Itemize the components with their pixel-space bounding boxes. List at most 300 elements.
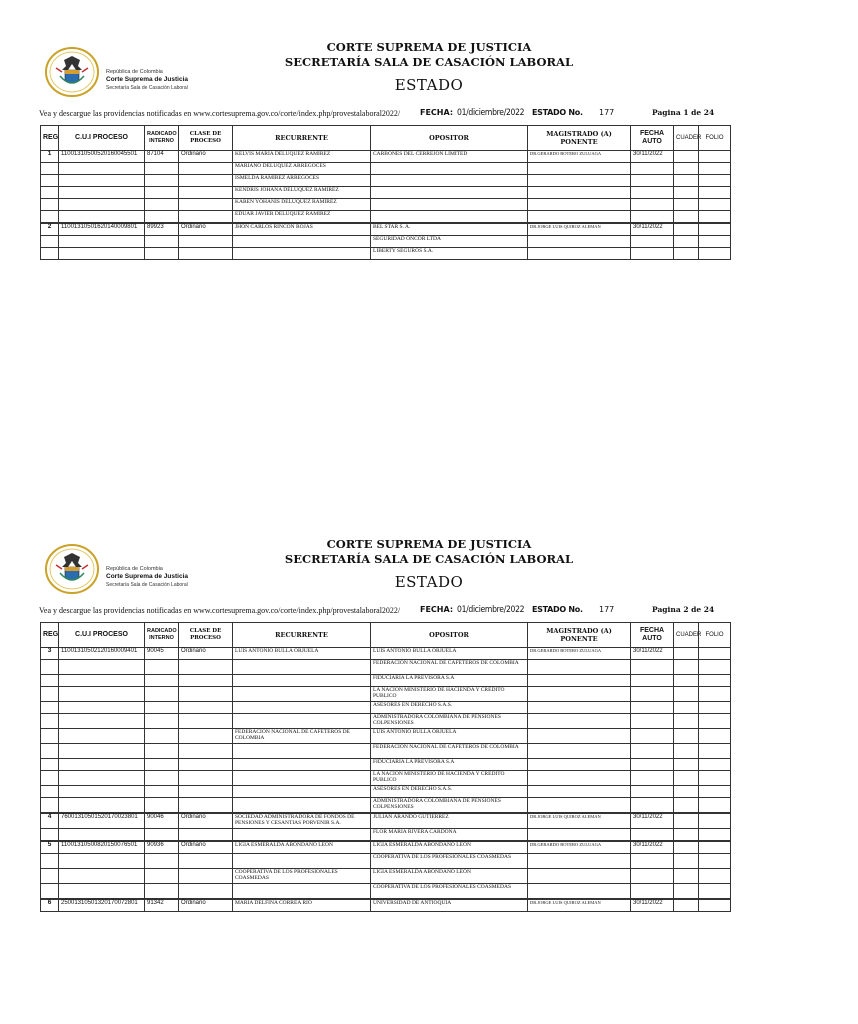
cell-folio	[699, 163, 731, 175]
cell-folio	[699, 813, 731, 829]
cell-cui: 11001310500820150076501	[59, 841, 145, 854]
cell-reg	[41, 660, 59, 675]
cell-fecha-auto	[631, 798, 674, 814]
cell-opositor: ADMINISTRADORA COLOMBIANA DE PENSIONES COLPENSIONES	[371, 714, 528, 729]
cell-cui	[59, 884, 145, 900]
cell-cui	[59, 702, 145, 714]
col-magistrado: MAGISTRADO (A) PONENTE	[528, 126, 631, 151]
cell-opositor: LUIS ANTONIO BULLA ORJUELA	[371, 648, 528, 660]
cell-opositor	[371, 187, 528, 199]
cell-reg: 6	[41, 899, 59, 912]
logo-court: Corte Suprema de Justicia	[106, 573, 188, 580]
cell-radicado	[145, 729, 179, 744]
cell-cui	[59, 675, 145, 687]
logo-office: Secretaría Sala de Casación Laboral	[106, 85, 188, 91]
cell-magistrado	[528, 199, 631, 211]
cell-reg	[41, 786, 59, 798]
col-fecha-auto: FECHA AUTO	[631, 126, 674, 151]
table-row	[41, 648, 731, 660]
cell-reg	[41, 884, 59, 900]
cell-cuader	[674, 648, 699, 660]
table-row	[41, 829, 731, 842]
cell-cui	[59, 786, 145, 798]
col-magistrado: MAGISTRADO (A) PONENTE	[528, 623, 631, 648]
cell-magistrado	[528, 869, 631, 884]
cell-reg	[41, 759, 59, 771]
cell-cuader	[674, 884, 699, 900]
cell-fecha-auto	[631, 236, 674, 248]
table-row	[41, 813, 731, 829]
cell-magistrado: DR.GERARDO BOTERO ZULUAGA	[528, 151, 631, 163]
cell-opositor: ASESORES EN DERECHO S.A.S.	[371, 786, 528, 798]
cell-reg	[41, 187, 59, 199]
cell-cuader	[674, 841, 699, 854]
cell-reg	[41, 687, 59, 702]
cell-recurrente	[233, 786, 371, 798]
table-row	[41, 771, 731, 786]
cell-reg	[41, 744, 59, 759]
cell-cuader	[674, 211, 699, 224]
table-row	[41, 163, 731, 175]
cell-fecha-auto	[631, 771, 674, 786]
cell-clase	[179, 829, 233, 842]
cell-fecha-auto	[631, 660, 674, 675]
cell-clase	[179, 163, 233, 175]
cell-cuader	[674, 675, 699, 687]
cell-clase: Ordinario	[179, 899, 233, 912]
cell-opositor: LIGIA ESMERALDA ABONDANO LEÓN	[371, 841, 528, 854]
estado-table-page-2	[40, 622, 731, 912]
cell-opositor: UNIVERSIDAD DE ANTIOQUIA	[371, 899, 528, 912]
providencias-link[interactable]: Vea y descargue las providencias notificadas en www.cortesuprema.gov.co/corte/index.php/provestalaboral2022/	[39, 109, 401, 118]
cell-opositor: COOPERATIVA DE LOS PROFESIONALES COASMEDAS	[371, 854, 528, 869]
cell-reg	[41, 854, 59, 869]
cell-magistrado: DR.GERARDO BOTERO ZULUAGA	[528, 648, 631, 660]
cell-recurrente: LUIS ANTONIO BULLA ORJUELA	[233, 648, 371, 660]
cell-cui	[59, 211, 145, 224]
cell-reg: 1	[41, 151, 59, 163]
cell-magistrado	[528, 884, 631, 900]
cell-cuader	[674, 869, 699, 884]
cell-clase	[179, 187, 233, 199]
cell-folio	[699, 759, 731, 771]
cell-fecha-auto	[631, 869, 674, 884]
estado-table-page-1	[40, 125, 731, 260]
cell-opositor: LIGIA ESMERALDA ABONDANO LEÓN	[371, 869, 528, 884]
cell-fecha-auto: 30/11/2022	[631, 151, 674, 163]
table-row	[41, 884, 731, 900]
cell-folio	[699, 786, 731, 798]
cell-folio	[699, 187, 731, 199]
cell-cui	[59, 869, 145, 884]
cell-opositor: FLOR MARIA RIVERA CARDONA	[371, 829, 528, 842]
cell-cuader	[674, 687, 699, 702]
cell-radicado: 90046	[145, 813, 179, 829]
cell-clase	[179, 729, 233, 744]
cell-fecha-auto	[631, 829, 674, 842]
table-row	[41, 759, 731, 771]
cell-magistrado: DR.JORGE LUIS QUIROZ ALEMAN	[528, 813, 631, 829]
cell-magistrado	[528, 236, 631, 248]
cell-radicado	[145, 798, 179, 814]
cell-recurrente: FEDERACION NACIONAL DE CAFETEROS DE COLOMBIA	[233, 729, 371, 744]
table-row	[41, 687, 731, 702]
fecha-label: FECHA:	[420, 605, 454, 614]
cell-cui	[59, 759, 145, 771]
cell-fecha-auto	[631, 854, 674, 869]
cell-magistrado	[528, 248, 631, 260]
cell-reg	[41, 248, 59, 260]
cell-clase	[179, 759, 233, 771]
cell-fecha-auto: 30/11/2022	[631, 841, 674, 854]
col-fecha-auto: FECHA AUTO	[631, 623, 674, 648]
cell-magistrado	[528, 702, 631, 714]
cell-cui	[59, 248, 145, 260]
cell-cui	[59, 687, 145, 702]
cell-reg	[41, 771, 59, 786]
logo-office: Secretaría Sala de Casación Laboral	[106, 582, 188, 588]
cell-recurrente: KELVIS MARIA DELUQUEZ RAMIREZ	[233, 151, 371, 163]
cell-opositor: FIDUCIARIA LA PREVISORA S.A	[371, 759, 528, 771]
cell-recurrente: EDUAR JAVIER DELUQUEZ RAMIREZ	[233, 211, 371, 224]
cell-recurrente	[233, 248, 371, 260]
cell-magistrado	[528, 759, 631, 771]
cell-cui	[59, 714, 145, 729]
cell-reg	[41, 869, 59, 884]
cell-reg	[41, 211, 59, 224]
cell-cui	[59, 660, 145, 675]
cell-fecha-auto	[631, 786, 674, 798]
cell-recurrente: MARIA DELFINA CORREA RIO	[233, 899, 371, 912]
info-line	[39, 108, 769, 122]
cell-clase	[179, 771, 233, 786]
cell-magistrado: DR.JORGE LUIS QUIROZ ALEMAN	[528, 899, 631, 912]
cell-folio	[699, 199, 731, 211]
col-opositor: OPOSITOR	[371, 623, 528, 648]
cell-radicado	[145, 829, 179, 842]
fecha-value: 01/diciembre/2022	[457, 108, 525, 118]
col-clase: CLASE DE PROCESO	[179, 126, 233, 151]
cell-reg	[41, 199, 59, 211]
cell-recurrente	[233, 744, 371, 759]
col-recurrente: RECURRENTE	[233, 623, 371, 648]
cell-cuader	[674, 854, 699, 869]
cell-opositor: CARBONES DEL CERREJON LIMITED	[371, 151, 528, 163]
cell-radicado: 91342	[145, 899, 179, 912]
table-header-row	[41, 623, 731, 648]
cell-opositor: SEGURIDAD ONCOR LTDA	[371, 236, 528, 248]
table-row	[41, 151, 731, 163]
cell-folio	[699, 702, 731, 714]
cell-recurrente	[233, 714, 371, 729]
cell-cui	[59, 744, 145, 759]
table-row	[41, 660, 731, 675]
cell-folio	[699, 798, 731, 814]
cell-cui	[59, 854, 145, 869]
estado-number-label: ESTADO No.	[532, 605, 583, 614]
cell-radicado	[145, 199, 179, 211]
cell-clase	[179, 869, 233, 884]
cell-cui: 11001310500520160045501	[59, 151, 145, 163]
cell-radicado	[145, 854, 179, 869]
court-title: CORTE SUPREMA DE JUSTICIA	[326, 40, 532, 54]
cell-recurrente: ISMELDA RAMIREZ ARREGOCES	[233, 175, 371, 187]
cell-fecha-auto: 30/11/2022	[631, 899, 674, 912]
table-row	[41, 702, 731, 714]
table-row	[41, 899, 731, 912]
col-opositor: OPOSITOR	[371, 126, 528, 151]
cell-radicado	[145, 187, 179, 199]
cell-magistrado: DR.JORGE LUIS QUIROZ ALEMAN	[528, 223, 631, 236]
cell-recurrente: COOPERATIVA DE LOS PROFESIONALES COASMEDAS	[233, 869, 371, 884]
court-title: CORTE SUPREMA DE JUSTICIA	[326, 537, 532, 551]
cell-magistrado	[528, 729, 631, 744]
col-clase: CLASE DE PROCESO	[179, 623, 233, 648]
cell-radicado	[145, 687, 179, 702]
table-row	[41, 223, 731, 236]
cell-reg: 5	[41, 841, 59, 854]
cell-opositor: FEDERACION NACIONAL DE CAFETEROS DE COLOMBIA	[371, 744, 528, 759]
cell-clase	[179, 744, 233, 759]
cell-cui	[59, 199, 145, 211]
cell-cuader	[674, 199, 699, 211]
cell-cui: 11001310502120160009401	[59, 648, 145, 660]
cell-magistrado	[528, 163, 631, 175]
cell-folio	[699, 744, 731, 759]
table-row	[41, 187, 731, 199]
table-row	[41, 729, 731, 744]
cell-radicado	[145, 869, 179, 884]
cell-cuader	[674, 660, 699, 675]
cell-reg: 2	[41, 223, 59, 236]
cell-folio	[699, 648, 731, 660]
col-cuader: CUADER	[674, 623, 699, 648]
cell-folio	[699, 771, 731, 786]
cell-recurrente	[233, 829, 371, 842]
cell-fecha-auto	[631, 675, 674, 687]
cell-cuader	[674, 163, 699, 175]
estado-title: ESTADO	[394, 573, 464, 591]
cell-magistrado	[528, 854, 631, 869]
logo-court: Corte Suprema de Justicia	[106, 76, 188, 83]
cell-cuader	[674, 798, 699, 814]
cell-cui	[59, 729, 145, 744]
table-row	[41, 869, 731, 884]
cell-magistrado	[528, 687, 631, 702]
cell-radicado	[145, 175, 179, 187]
cell-clase	[179, 175, 233, 187]
cell-cui: 25001310501320170072801	[59, 899, 145, 912]
cell-cui	[59, 798, 145, 814]
cell-radicado	[145, 884, 179, 900]
cell-cuader	[674, 786, 699, 798]
cell-opositor: JULIAN ARANDO GUTIERREZ	[371, 813, 528, 829]
cell-cuader	[674, 151, 699, 163]
cell-reg	[41, 829, 59, 842]
cell-radicado	[145, 163, 179, 175]
cell-cuader	[674, 771, 699, 786]
cell-recurrente: LIGIA ESMERALDA ABONDANO LEON	[233, 841, 371, 854]
cell-radicado	[145, 759, 179, 771]
logo-country: República de Colombia	[106, 69, 163, 75]
cell-opositor	[371, 175, 528, 187]
cell-opositor	[371, 199, 528, 211]
cell-recurrente	[233, 675, 371, 687]
cell-radicado: 89923	[145, 223, 179, 236]
col-reg: REG	[41, 126, 59, 151]
cell-fecha-auto	[631, 744, 674, 759]
cell-magistrado	[528, 744, 631, 759]
table-row	[41, 714, 731, 729]
table-row	[41, 199, 731, 211]
table-row	[41, 786, 731, 798]
cell-radicado	[145, 248, 179, 260]
cell-reg	[41, 236, 59, 248]
cell-recurrente	[233, 702, 371, 714]
cell-clase: Ordinario	[179, 151, 233, 163]
cell-radicado	[145, 786, 179, 798]
chamber-title: SECRETARÍA SALA DE CASACIÓN LABORAL	[284, 55, 574, 69]
cell-radicado	[145, 211, 179, 224]
cell-cuader	[674, 248, 699, 260]
cell-clase: Ordinario	[179, 648, 233, 660]
cell-folio	[699, 223, 731, 236]
cell-radicado	[145, 771, 179, 786]
cell-magistrado	[528, 771, 631, 786]
cell-clase	[179, 675, 233, 687]
cell-cuader	[674, 175, 699, 187]
cell-opositor: LUIS ANTONIO BULLA ORJUELA	[371, 729, 528, 744]
cell-recurrente	[233, 660, 371, 675]
cell-cuader	[674, 813, 699, 829]
cell-folio	[699, 854, 731, 869]
cell-opositor: ASESORES EN DERECHO S.A.S.	[371, 702, 528, 714]
cell-clase	[179, 854, 233, 869]
col-cuader: CUADER	[674, 126, 699, 151]
col-folio: FOLIO	[699, 623, 731, 648]
cell-reg	[41, 798, 59, 814]
cell-folio	[699, 660, 731, 675]
cell-radicado: 90045	[145, 648, 179, 660]
cell-cuader	[674, 899, 699, 912]
cell-recurrente	[233, 236, 371, 248]
cell-folio	[699, 714, 731, 729]
cell-opositor: COOPERATIVA DE LOS PROFESIONALES COASMEDAS	[371, 884, 528, 900]
cell-recurrente: SOCIEDAD ADMINISTRADORA DE FONDOS DE PENSIONES Y CESANTIAS PORVENIR S.A.	[233, 813, 371, 829]
cell-folio	[699, 829, 731, 842]
cell-recurrente	[233, 771, 371, 786]
cell-folio	[699, 884, 731, 900]
cell-reg: 3	[41, 648, 59, 660]
cell-opositor: BEL STAR S. A.	[371, 223, 528, 236]
cell-cuader	[674, 759, 699, 771]
col-radicado: RADICADO INTERNO	[145, 623, 179, 648]
table-row	[41, 841, 731, 854]
page-number: Pagina 2 de 24	[652, 605, 715, 614]
cell-reg	[41, 675, 59, 687]
cell-recurrente	[233, 884, 371, 900]
cell-recurrente	[233, 854, 371, 869]
cell-clase	[179, 248, 233, 260]
cell-clase	[179, 687, 233, 702]
cell-clase	[179, 714, 233, 729]
cell-radicado: 87104	[145, 151, 179, 163]
cell-cui	[59, 163, 145, 175]
chamber-title: SECRETARÍA SALA DE CASACIÓN LABORAL	[284, 552, 574, 566]
cell-reg	[41, 175, 59, 187]
cell-magistrado	[528, 660, 631, 675]
cell-recurrente	[233, 759, 371, 771]
cell-cui	[59, 771, 145, 786]
cell-cui: 76001310501520170023801	[59, 813, 145, 829]
table-row	[41, 175, 731, 187]
table-header-row	[41, 126, 731, 151]
cell-clase	[179, 798, 233, 814]
cell-fecha-auto: 30/11/2022	[631, 223, 674, 236]
estado-number: 177	[599, 108, 615, 117]
cell-opositor	[371, 163, 528, 175]
info-line	[39, 605, 769, 619]
cell-recurrente: KENDRIS JOHANA DELUQUEZ RAMIREZ	[233, 187, 371, 199]
cell-reg	[41, 714, 59, 729]
cell-magistrado	[528, 714, 631, 729]
cell-cui	[59, 236, 145, 248]
cell-opositor: LA NACION MINISTERIO DE HACIENDA Y CREDITO PUBLICO	[371, 687, 528, 702]
providencias-link[interactable]: Vea y descargue las providencias notificadas en www.cortesuprema.gov.co/corte/index.php/provestalaboral2022/	[39, 606, 401, 615]
cell-radicado	[145, 675, 179, 687]
cell-fecha-auto	[631, 759, 674, 771]
cell-magistrado: DR.GERARDO BOTERO ZULUAGA	[528, 841, 631, 854]
cell-radicado	[145, 744, 179, 759]
cell-folio	[699, 869, 731, 884]
estado-number-label: ESTADO No.	[532, 108, 583, 117]
cell-clase	[179, 884, 233, 900]
cell-fecha-auto: 30/11/2022	[631, 813, 674, 829]
cell-fecha-auto: 30/11/2022	[631, 648, 674, 660]
cell-radicado	[145, 660, 179, 675]
cell-cuader	[674, 744, 699, 759]
cell-clase	[179, 660, 233, 675]
cell-fecha-auto	[631, 702, 674, 714]
cell-cuader	[674, 829, 699, 842]
table-row	[41, 744, 731, 759]
cell-folio	[699, 687, 731, 702]
fecha-label: FECHA:	[420, 108, 454, 117]
cell-magistrado	[528, 187, 631, 199]
cell-fecha-auto	[631, 884, 674, 900]
cell-clase: Ordinario	[179, 223, 233, 236]
cell-cui	[59, 829, 145, 842]
cell-opositor: FEDERACION NACIONAL DE CAFETEROS DE COLOMBIA	[371, 660, 528, 675]
table-row	[41, 236, 731, 248]
col-radicado: RADICADO INTERNO	[145, 126, 179, 151]
table-row	[41, 211, 731, 224]
cell-radicado: 90936	[145, 841, 179, 854]
col-recurrente: RECURRENTE	[233, 126, 371, 151]
cell-recurrente	[233, 798, 371, 814]
cell-fecha-auto	[631, 163, 674, 175]
cell-folio	[699, 236, 731, 248]
cell-cuader	[674, 187, 699, 199]
fecha-value: 01/diciembre/2022	[457, 605, 525, 615]
cell-clase	[179, 211, 233, 224]
cell-fecha-auto	[631, 199, 674, 211]
cell-fecha-auto	[631, 248, 674, 260]
cell-magistrado	[528, 786, 631, 798]
cell-cuader	[674, 729, 699, 744]
cell-folio	[699, 211, 731, 224]
cell-cui: 11001310501620140009801	[59, 223, 145, 236]
